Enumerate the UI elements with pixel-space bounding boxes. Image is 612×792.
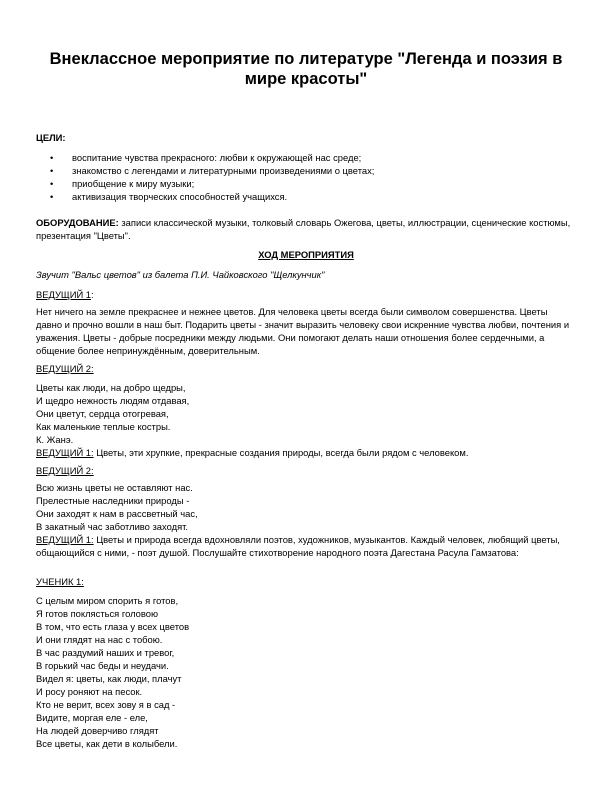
list-item: • активизация творческих способностей учащихся. [50, 191, 288, 202]
poem-line: В горький час беды и неудачи. [36, 660, 169, 671]
page-title: Внеклассное мероприятие по литературе "Легенда и поэзия в мире красоты" [49, 50, 563, 88]
bullet-icon: • [50, 178, 54, 189]
poem-line: Цветы как люди, на добро щедры, [36, 382, 186, 393]
progress-heading: ХОД МЕРОПРИЯТИЯ [258, 249, 354, 260]
goals-heading: ЦЕЛИ: [36, 132, 66, 143]
poem-line: И они глядят на нас с тобою. [36, 634, 163, 645]
poem-line: Видите, моргая еле - еле, [36, 712, 148, 723]
poem-line: Видел я: цветы, как люди, плачут [36, 673, 182, 684]
poem-line: Прелестные наследники природы - [36, 495, 190, 506]
bullet-icon: • [50, 191, 54, 202]
poem-line: И росу роняют на песок. [36, 686, 143, 697]
equipment-label: ОБОРУДОВАНИЕ: [36, 217, 119, 228]
music-note: Звучит "Вальс цветов" из балета П.И. Чайковского "Щелкунчик" [36, 269, 325, 280]
student1-poem [36, 594, 576, 750]
poem-line: Как маленькие теплые костры. [36, 421, 171, 432]
bullet-icon: • [50, 152, 54, 163]
host2-poem [36, 481, 576, 533]
poem-line: На людей доверчиво глядят [36, 725, 159, 736]
goals-list [36, 151, 576, 203]
student1-label: УЧЕНИК 1: [36, 576, 84, 587]
host2-label: ВЕДУЩИЙ 2: [36, 465, 94, 476]
poem-line: Они заходят к нам в рассветный час, [36, 508, 198, 519]
equipment-paragraph [36, 216, 576, 242]
equipment-text: записи классической музыки, толковый словарь Ожегова, цветы, иллюстрации, сценические костюмы, презентация "Цветы". [36, 217, 571, 241]
host2-poem [36, 381, 576, 446]
list-item: • знакомство с легендами и литературными произведениями о цветах; [50, 165, 375, 176]
host1-line: ВЕДУЩИЙ 1: Цветы, эти хрупкие, прекрасные создания природы, всегда были рядом с человеком. [36, 447, 469, 458]
host1-label: ВЕДУЩИЙ 1: [36, 289, 94, 300]
host1-paragraph: ВЕДУЩИЙ 1: Цветы и природа всегда вдохновляли поэтов, художников, музыкантов. Каждый человек, любящий цветы, общающийся с ними, - поэт душой. Послушайте стихотворение народного поэта Дагестана Расула Гамзатова: [36, 534, 560, 558]
poem-line: В том, что есть глаза у всех цветов [36, 621, 190, 632]
bullet-icon: • [50, 165, 54, 176]
host2-label: ВЕДУЩИЙ 2: [36, 363, 94, 374]
poem-line: Все цветы, как дети в колыбели. [36, 738, 178, 749]
host1-paragraph: Нет ничего на земле прекраснее и нежнее цветов. Для человека цветы всегда были символом совершенства. Цветы давно и прочно вошли в наш быт. Подарить цветы - значит выразить человеку свои искренние чувства любви, почтения и уважения. Цветы - добрые посредники между людьми. Они помогают делать наши отношения более сердечными, а общение более непринуждённым, доверительным. [36, 306, 570, 356]
list-item: • приобщение к миру музыки; [50, 178, 195, 189]
poem-line: И щедро нежность людям отдавая, [36, 395, 190, 406]
poem-line: Я готов поклясться головою [36, 608, 158, 619]
poem-line: Они цветут, сердца отогревая, [36, 408, 169, 419]
poem-line: Всю жизнь цветы не оставляют нас. [36, 482, 193, 493]
poem-line: С целым миром спорить я готов, [36, 595, 179, 606]
poem-line: В закатный час заботливо заходят. [36, 521, 189, 532]
list-item: • воспитание чувства прекрасного: любви к окружающей нас среде; [50, 152, 362, 163]
poem-author: К. Жанэ. [36, 434, 74, 445]
poem-line: Кто не верит, всех зову я в сад - [36, 699, 176, 710]
poem-line: В час раздумий наших и тревог, [36, 647, 175, 658]
